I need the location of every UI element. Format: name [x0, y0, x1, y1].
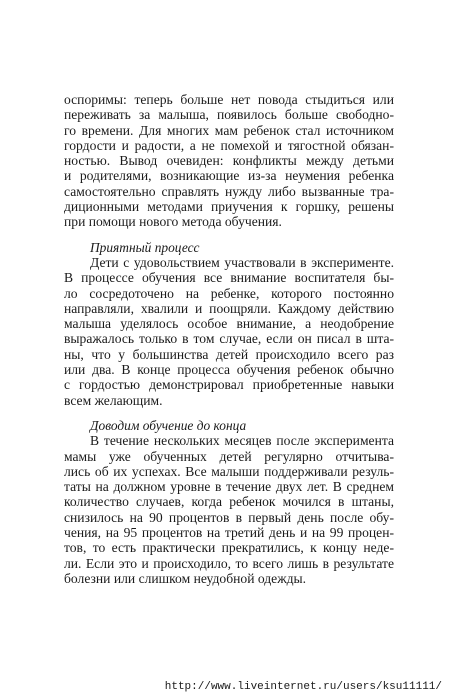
text-line: направляли, хвалили и поощряли. Каждому действию [64, 300, 394, 316]
text-line: ны, что у большинства детей происходило всего раз [64, 346, 394, 362]
text-line: всем желающим. [64, 392, 163, 408]
text-line: самостоятельно справлять нужду либо вызванные тра- [64, 183, 394, 199]
section-heading: Приятный процесс [90, 239, 200, 255]
paragraph-continuation [64, 92, 394, 230]
text-line: оспоримы: теперь больше нет повода стыдиться или [64, 92, 394, 107]
text-line: выражалось только в том случае, если он писал в шта- [64, 331, 394, 347]
text-line: таты на должном уровне в течение двух лет. В среднем [64, 479, 394, 495]
text-line: ли. Если это и происходило, то всего лишь в результате [64, 555, 394, 571]
text-line: го времени. Для многих мам ребенок стал источником [64, 122, 394, 138]
text-line: В процессе обучения все внимание воспитателя бы- [64, 270, 394, 286]
text-line: малыша уделялось особое внимание, а неодобрение [64, 316, 394, 332]
text-line: диционными методами приучения к горшку, решены [64, 199, 394, 215]
text-line: лись об их успехах. Все малыши поддерживали резуль- [64, 463, 394, 479]
page-body [64, 92, 394, 586]
text-line: снизилось на 90 процентов в первый день после обу- [64, 509, 394, 525]
section-finish-training [64, 418, 394, 586]
text-line: и родителями, возникающие из-за неумения ребенка [64, 168, 394, 184]
text-line: ло сосредоточено на ребенке, которого постоянно [64, 285, 394, 301]
text-line: количество случаев, когда ребенок мочился в штаны, [64, 494, 394, 510]
text-line: мамы уже обученных детей регулярно отчитыва- [64, 448, 394, 464]
text-line: ностью. Вывод очевиден: конфликты между детьми [64, 153, 394, 169]
text-line: или два. В конце процесса обучения ребенок обычно [64, 362, 394, 378]
section-pleasant-process [64, 240, 394, 408]
text-line: при помощи нового метода обучения. [64, 214, 282, 230]
text-line: с гордостью демонстрировал приобретенные навыки [64, 377, 394, 393]
source-url-footer: http://www.liveinternet.ru/users/ksu11111/ [164, 681, 442, 693]
text-line: гордости и радости, а не помехой и тягостной обязан- [64, 137, 394, 153]
text-line: болезни или слишком неудобной одежды. [64, 570, 307, 586]
text-line: В течение нескольких месяцев после эксперимента [90, 433, 394, 449]
text-line: Дети с удовольствием участвовали в эксперименте. [90, 254, 394, 270]
section-heading: Доводим обучение до конца [90, 417, 247, 433]
text-line: переживать за малыша, появилось больше свободно- [64, 107, 394, 123]
text-line: чения, на 95 процентов на третий день и на 99 процен- [64, 525, 394, 541]
text-line: тов, то есть практически прекратились, к концу неде- [64, 540, 394, 556]
